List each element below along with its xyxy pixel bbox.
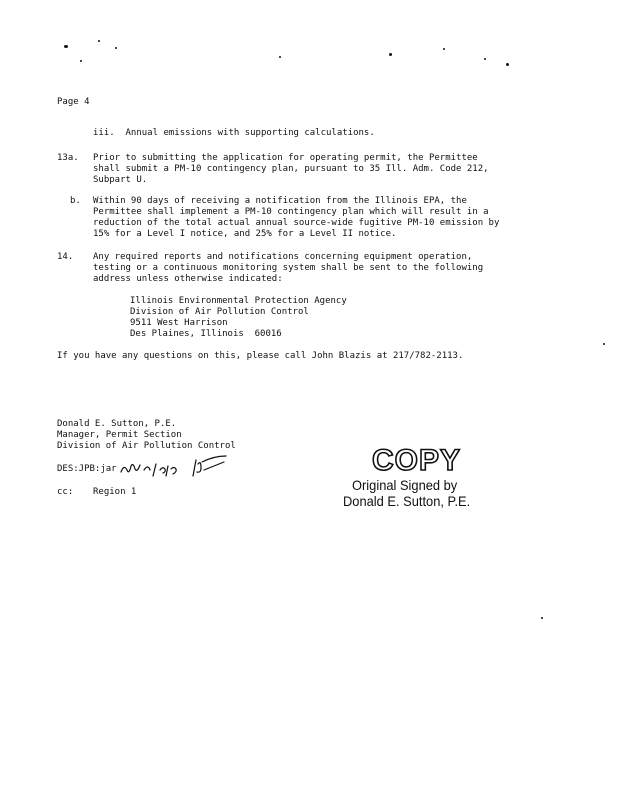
- scan-speck: [64, 45, 68, 48]
- item-b-label: b.: [70, 196, 81, 206]
- item-b-line: reduction of the total actual annual source-wide fugitive PM-10 emission by: [93, 218, 500, 228]
- copy-stamp-title: COPY: [372, 444, 462, 477]
- scan-speck: [603, 343, 605, 345]
- signatory-division: Division of Air Pollution Control: [57, 441, 236, 451]
- address-line: 9511 West Harrison: [130, 318, 228, 328]
- item-13a-line: Prior to submitting the application for operating permit, the Permittee: [93, 153, 478, 163]
- reference-initials: DES:JPB:jar: [57, 464, 117, 474]
- scan-speck: [80, 60, 82, 62]
- item-14-line: testing or a continuous monitoring system shall be sent to the following: [93, 263, 484, 273]
- handwritten-initials: [118, 452, 233, 480]
- closing-sentence: If you have any questions on this, please call John Blazis at 217/782-2113.: [57, 351, 464, 361]
- scan-speck: [115, 47, 117, 49]
- cc-label: cc:: [57, 487, 74, 497]
- item-b-line: 15% for a Level I notice, and 25% for a Level II notice.: [93, 229, 397, 239]
- item-13a-line: shall submit a PM-10 contingency plan, pursuant to 35 Ill. Adm. Code 212,: [93, 164, 489, 174]
- scan-speck: [541, 617, 543, 619]
- scan-speck: [506, 63, 509, 66]
- scan-speck: [279, 56, 281, 58]
- copy-stamp-line-1: Original Signed by: [352, 477, 458, 493]
- item-14-label: 14.: [57, 252, 74, 262]
- copy-stamp-line-2: Donald E. Sutton, P.E.: [343, 493, 471, 509]
- item-13a-line: Subpart U.: [93, 175, 148, 185]
- item-b-line: Permittee shall implement a PM-10 contingency plan which will result in a: [93, 207, 489, 217]
- address-line: Des Plaines, Illinois 60016: [130, 329, 282, 339]
- signatory-title: Manager, Permit Section: [57, 430, 182, 440]
- item-13a-label: 13a.: [57, 153, 79, 163]
- item-14-line: Any required reports and notifications concerning equipment operation,: [93, 252, 473, 262]
- signatory-name: Donald E. Sutton, P.E.: [57, 419, 177, 429]
- page-number: Page 4: [57, 97, 90, 107]
- item-b-line: Within 90 days of receiving a notification from the Illinois EPA, the: [93, 196, 467, 206]
- scan-speck: [443, 48, 445, 50]
- scan-speck: [389, 53, 392, 56]
- cc-recipient: Region 1: [93, 487, 137, 497]
- scan-speck: [484, 58, 486, 60]
- address-line: Division of Air Pollution Control: [130, 307, 309, 317]
- item-iii: iii. Annual emissions with supporting calculations.: [93, 128, 375, 138]
- scan-speck: [98, 40, 100, 42]
- address-line: Illinois Environmental Protection Agency: [130, 296, 347, 306]
- item-14-line: address unless otherwise indicated:: [93, 274, 283, 284]
